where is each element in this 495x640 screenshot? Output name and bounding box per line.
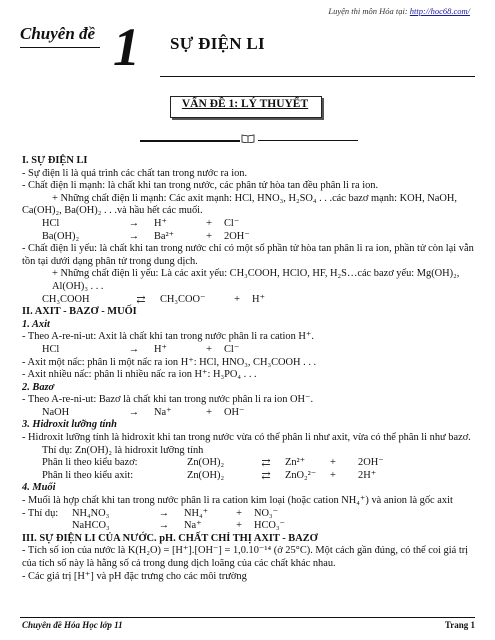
hidroxit-row-bazo: Phân li theo kiểu bazơ: Zn(OH)₂ ⇄ Zn²⁺ + 2OH⁻ [42, 457, 384, 470]
axit-line-2: - Axit một nấc: phân li một nấc ra ion H⁺: HCl, HNO₃, CH₃COOH . . . [22, 356, 317, 368]
s3-line-2: - Các giá trị [H⁺] và pH đặc trưng cho các môi trường [22, 570, 247, 582]
axit-line-3: - Axit nhiều nấc: phân li nhiều nấc ra ion H⁺: H₃PO₄ . . . [22, 369, 257, 381]
bazo-line-1: - Theo A-re-ni-ut: Bazơ là chất khi tan trong nước phân li ra ion OH⁻. [22, 394, 314, 406]
topic-number: 1 [113, 17, 140, 77]
section-1-heading: I. SỰ ĐIỆN LI [22, 155, 88, 166]
s1-line-2: - Chất điện li mạnh: là chất khi tan trong nước, các phân tử hòa tan đều phân li ra ion. [22, 180, 379, 192]
equation-bazo: NaOH → Na⁺ + OH⁻ [42, 406, 245, 418]
topic-title: SỰ ĐIỆN LI [170, 34, 265, 53]
section-box-label: VẤN ĐỀ 1: LÝ THUYẾT [181, 98, 309, 110]
s1-line-6: + Những chất điện li yếu: Là các axit yếu: CH₃COOH, HClO, HF, H₂S…các bazơ yếu: Mg(OH)₂, Al(OH)₃ . . . [52, 268, 460, 292]
axit-line-1: - Theo A-re-ni-ut: Axit là chất khi tan trong nước phân li ra cation H⁺. [22, 331, 314, 343]
document-body [22, 155, 477, 583]
hidroxit-example: Thí dụ: Zn(OH)₂ là hidroxit lưỡng tính [42, 444, 204, 456]
axit-title: 1. Axit [22, 318, 50, 330]
s3-line-1: - Tích số ion của nước là K(H₂O) = [H⁺].[OH⁻] = 1,0.10⁻¹⁴ (ở 25°C). Một cách gần đúng, có thể coi giá trị của tích số này là hằng số cả trong dung dịch loãng của các chất khác nhau. [22, 545, 469, 569]
bazo-title: 2. Bazơ [22, 381, 55, 393]
hidroxit-title: 3. Hidroxit lưỡng tính [22, 419, 117, 431]
equation-muoi-1: - Thí dụ: NH₄NO₃ → NH₄⁺ + NO₃⁻ [22, 507, 279, 519]
title-rule [160, 76, 475, 77]
s1-line-3: + Những chất điện li mạnh: Các axit mạnh: HCl, HNO₃, H₂SO₄ . . .các bazơ mạnh: KOH, NaOH, [52, 192, 458, 204]
equation-hcl: HCl → H⁺ + Cl⁻ [42, 217, 240, 229]
topic-label: Chuyên đề [20, 24, 96, 43]
hidroxit-line-1: - Hidroxit lưỡng tính là hidroxit khi tan trong nước vừa có thể phân li như axit, vừa có thể phân li như bazơ. [22, 432, 471, 444]
hidroxit-row-axit: Phân li theo kiểu axit: Zn(OH)₂ ⇄ ZnO₂²⁻ + 2H⁺ [42, 469, 377, 482]
page-header [0, 6, 470, 16]
muoi-line-1: - Muối là hợp chất khi tan trong nước phân li ra cation kim loại (hoặc cation NH₄⁺) và anion là gốc axit [22, 495, 453, 507]
page-number: Trang 1 [444, 620, 475, 630]
footer-rule [20, 617, 475, 618]
separator-right [258, 140, 358, 141]
header-prefix: Luyện thi môn Hóa tại: [328, 6, 410, 16]
separator-left [140, 140, 240, 142]
footer-left: Chuyên đề Hóa Học lớp 11 [22, 620, 123, 630]
header-link[interactable]: http://hoc68.com/ [409, 6, 470, 16]
section-2-heading: II. AXIT - BAZƠ - MUỐI [22, 306, 137, 318]
equation-muoi-2: NaHCO₃ → Na⁺ + HCO₃⁻ [72, 520, 286, 532]
topic-underline [20, 47, 100, 48]
s1-line-1: - Sự điện li là quá trình các chất tan trong nước ra ion. [22, 167, 248, 179]
equation-baoh2: Ba(OH)₂ → Ba²⁺ + 2OH⁻ [42, 230, 250, 242]
equation-axit: HCl → H⁺ + Cl⁻ [42, 343, 240, 355]
book-icon [241, 133, 255, 145]
equation-ch3cooh: CH₃COOH ⇄ CH₃COO⁻ + H⁺ [42, 293, 265, 306]
s1-line-5: - Chất điện li yếu: là chất khi tan trong nước chỉ có một số phần tử hòa tan phân li ra ion, phần tử còn lại vẫn tồn tại dưới dạng phân tử trong dung dịch. [22, 243, 474, 267]
section-3-heading: III. SỰ ĐIỆN LI CỦA NƯỚC. pH. CHẤT CHỈ THỊ AXIT - BAZƠ [22, 532, 318, 544]
muoi-title: 4. Muối [22, 482, 56, 494]
s1-line-4: Ca(OH)₂, Ba(OH)₂ . . .và hầu hết các muối. [22, 205, 203, 217]
